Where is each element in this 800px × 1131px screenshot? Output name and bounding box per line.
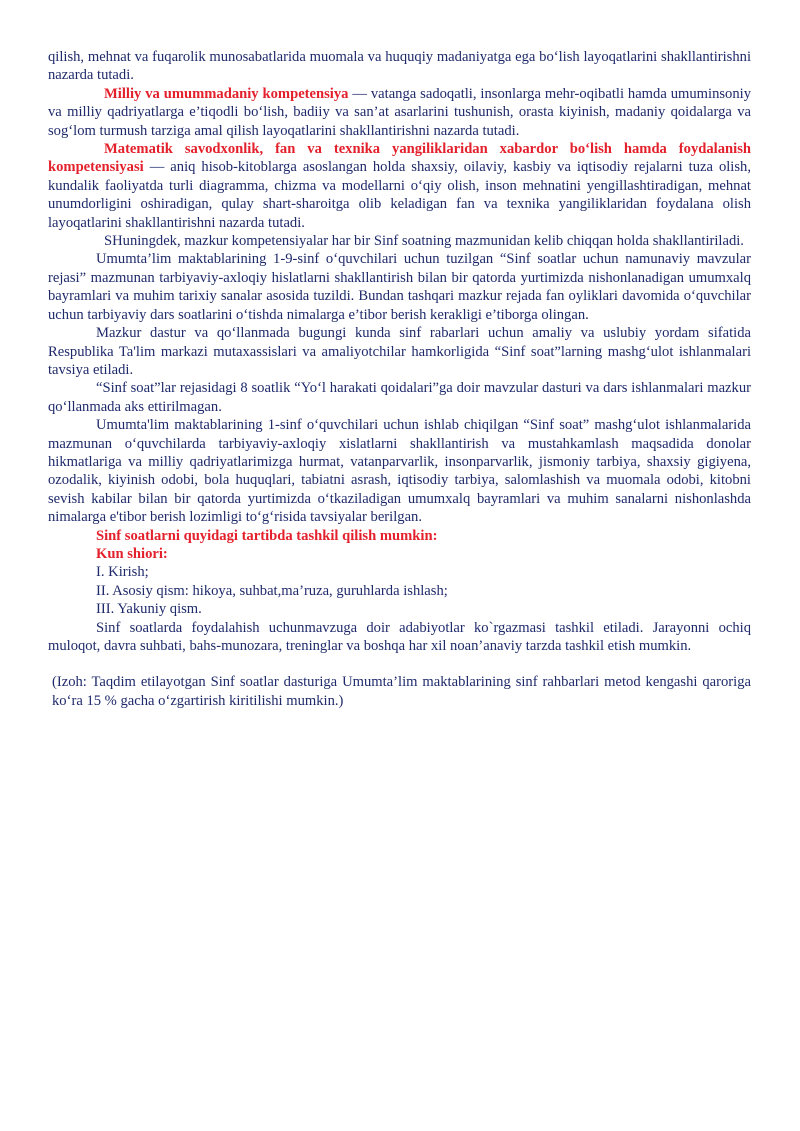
list-item: III. Yakuniy qism. [96, 601, 202, 618]
list-item: II. Asosiy qism: hikoya, suhbat,ma’ruza, guruhlarda ishlash; [96, 582, 448, 599]
paragraph: Umumta’lim maktablarining 1-9-sinf o‘quvchilari uchun tuzilgan “Sinf soatlar uchun namunaviy mavzular rejasi” mazmunan tarbiyaviy-axloqiy hislatlarni shakllantirish bilan bir qatorda yurtimizda nishonlanadigan umumxalq bayramlari va muhim tarixiy sanalar asosida tuzildi. Bundan tashqari mazkur rejada fan oyliklari davomida o‘quvchilar uchun tarbiyaviy dars soatlarini o‘tishda nimalarga e’tibor berish kerakligi e’tiborga olingan. [48, 251, 751, 323]
paragraph: “Sinf soat”lar rejasidagi 8 soatlik “Yo‘l harakati qoidalari”ga doir mavzular dasturi va dars ishlanmalari mazkur qo‘llanmada aks ettirilmagan. [48, 380, 751, 415]
document-page [48, 48, 751, 710]
section-heading: Sinf soatlarni quyidagi tartibda tashkil qilish mumkin: [96, 527, 438, 544]
paragraph: Sinf soatlarda foydalahish uchunmavzuga doir adabiyotlar ko`rgazmasi tashkil etiladi. Jarayonni ochiq muloqot, davra suhbati, bahs-munozara, treninglar va boshqa har xil noan’anaviy tarzda tashkil etish mumkin. [48, 619, 751, 654]
paragraph-matematik [48, 140, 751, 232]
spacer [48, 655, 751, 673]
paragraph: qilish, mehnat va fuqarolik munosabatlarida muomala va huquqiy madaniyatga ega bo‘lish layoqatlarini shakllantirishni nazarda tutadi. [48, 49, 751, 84]
paragraph: Mazkur dastur va qo‘llanmada bugungi kunda sinf rabarlari uchun amaliy va uslubiy yordam sifatida Respublika Ta'lim markazi mutaxassislari va amaliyotchilar hamkorligida “Sinf soat”larning mashg‘ulot ishlanmalari tavsiya etiladi. [48, 325, 751, 378]
paragraph-milliy [48, 85, 751, 140]
paragraph: SHuningdek, mazkur kompetensiyalar har bir Sinf soatning mazmunidan kelib chiqqan holda shakllantiriladi. [104, 233, 744, 250]
term-heading: Milliy va umummadaniy kompetensiya [104, 85, 349, 102]
paragraph: Umumta'lim maktablarining 1-sinf o‘quvchilari uchun ishlab chiqilgan “Sinf soat” mashg‘ulot ishlanmalarida mazmunan o‘quvchilarda tarbiyaviy-axloqiy xislatlarni shakllantirish va mustahkamlash maqsadida donolar hikmatlariga va milliy qadriyatlarimizga hurmat, vatanparvarlik, insonparvarlik, jismoniy tarbiya, shaxsiy gigiyena, ozodalik, kiyinish odobi, bola huquqlari, tabiatni asrash, iqtisodiy tarbiya, salomlashish va muomala odobi, kitobni sevish kabilar bilan bir qatorda yurtimizda o‘tkaziladigan umumxalq bayramlari va muhim sanalarni nishonlashda nimalarga e'tibor berish lozimligi to‘g‘risida tavsiyalar berilgan. [48, 417, 751, 526]
list-item: I. Kirish; [96, 564, 149, 581]
footnote: (Izoh: Taqdim etilayotgan Sinf soatlar dasturiga Umumta’lim maktablarining sinf rahbarlari metod kengashi qaroriga ko‘ra 15 % gacha o‘zgartirish kiritilishi mumkin.) [52, 674, 751, 709]
section-subheading: Kun shiori: [96, 545, 168, 562]
term-body: — aniq hisob-kitoblarga asoslangan holda shaxsiy, oilaviy, kasbiy va iqtisodiy rejalarni tuza olish, kundalik faoliyatda turli diagramma, chizma va modellarni o‘qiy olish, inson mehnatini yengillashtiradigan, mehnat unumdorligini oshiradigan, qulay shart-sharoitga olib keladigan fan va texnika yangiliklaridan foydalana olish layoqatlarini shakllantirishni nazarda tutadi. [48, 159, 751, 231]
term-body: — vatanga sadoqatli, insonlarga mehr-oqibatli hamda umuminsoniy va milliy qadriyatlarga e’tiqodli bo‘lish, badiiy va san’at asarlarini tushunish, orasta kiyinish, madaniy qoidalarga va sog‘lom turmush tarziga amal qilish layoqatlarini shakllantirishni nazarda tutadi. [48, 85, 751, 139]
term-heading: Matematik savodxonlik, fan va texnika yangiliklaridan xabardor bo‘lish hamda foydalanish kompetensiyasi [48, 141, 751, 176]
